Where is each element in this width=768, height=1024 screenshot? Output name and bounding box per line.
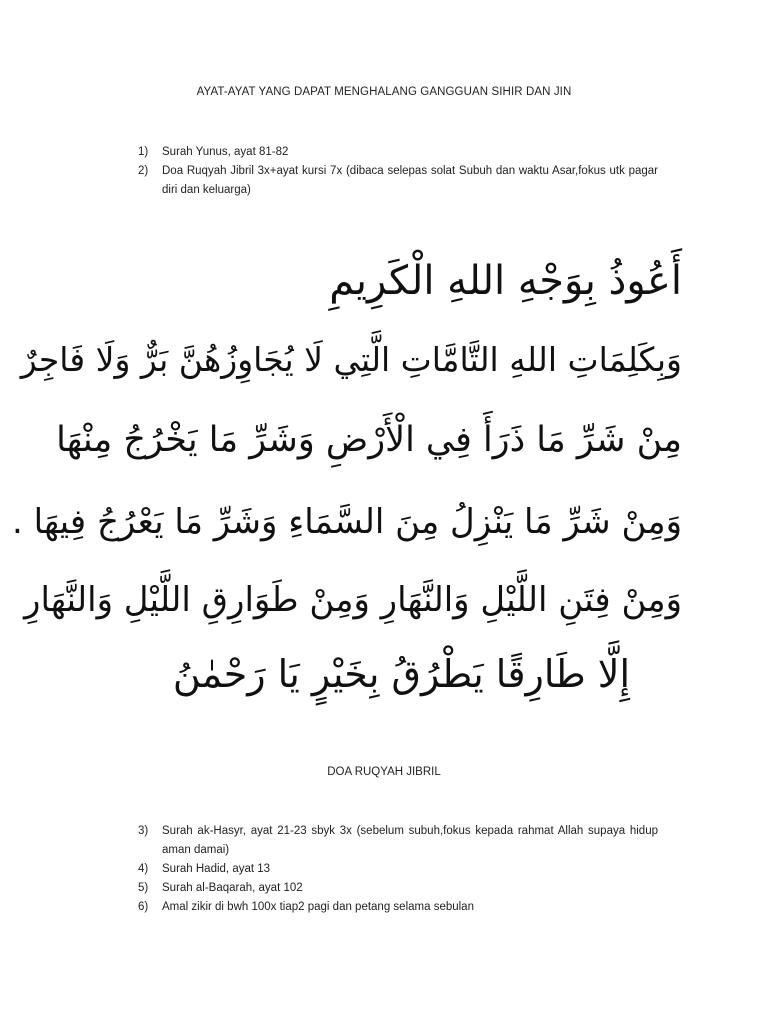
list-item-number: 1): [138, 146, 149, 158]
list-item-text: Surah Hadid, ayat 13: [162, 863, 271, 875]
arabic-line-2: وَبِكَلِمَاتِ اللهِ التَّامَّاتِ الَّتِي لَا يُجَاوِزُهُنَّ بَرٌّ وَلَا فَاجِرٌ: [20, 340, 682, 379]
arabic-line-1: أَعُوذُ بِوَجْهِ اللهِ الْكَرِيمِ: [329, 258, 682, 304]
arabic-line-3: مِنْ شَرِّ مَا ذَرَأَ فِي الْأَرْضِ وَشَرِّ مَا يَخْرُجُ مِنْهَا: [56, 420, 682, 460]
list-item-text: Surah ak-Hasyr, ayat 21-23 sbyk 3x (sebelum subuh,fokus kepada rahmat Allah supaya hidup aman damai): [162, 825, 658, 856]
list-item-number: 3): [138, 825, 149, 837]
list-item-number: 6): [138, 901, 149, 913]
list-item: [138, 162, 658, 200]
image-caption: DOA RUQYAH JIBRIL: [327, 766, 441, 778]
list-item-text: Amal zikir di bwh 100x tiap2 pagi dan petang selama sebulan: [162, 901, 474, 913]
list-item-text: Surah al-Baqarah, ayat 102: [162, 882, 303, 894]
arabic-line-6: إِلَّا طَارِقًا يَطْرُقُ بِخَيْرٍ يَا رَحْمٰنُ: [172, 652, 630, 696]
list-item: [138, 898, 658, 917]
arabic-line-4: وَمِنْ شَرِّ مَا يَنْزِلُ مِنَ السَّمَاءِ وَشَرِّ مَا يَعْرُجُ فِيهَا .: [12, 502, 682, 542]
list-item-text: Surah Yunus, ayat 81-82: [162, 146, 289, 158]
instruction-list-top: [138, 143, 658, 200]
instruction-list-bottom: [138, 822, 658, 917]
list-item-number: 2): [138, 165, 149, 177]
list-item: [138, 879, 658, 898]
list-item: [138, 860, 658, 879]
list-item-number: 5): [138, 882, 149, 894]
list-item-number: 4): [138, 863, 149, 875]
document-title: AYAT-AYAT YANG DAPAT MENGHALANG GANGGUAN SIHIR DAN JIN: [196, 86, 572, 98]
arabic-line-5: وَمِنْ فِتَنِ اللَّيْلِ وَالنَّهَارِ وَمِنْ طَوَارِقِ اللَّيْلِ وَالنَّهَارِ: [24, 580, 682, 620]
arabic-doa-image: [12, 240, 690, 726]
list-item: [138, 822, 658, 860]
list-item-text: Doa Ruqyah Jibril 3x+ayat kursi 7x (dibaca selepas solat Subuh dan waktu Asar,fokus utk pagar diri dan keluarga): [162, 165, 658, 196]
list-item: [138, 143, 658, 162]
